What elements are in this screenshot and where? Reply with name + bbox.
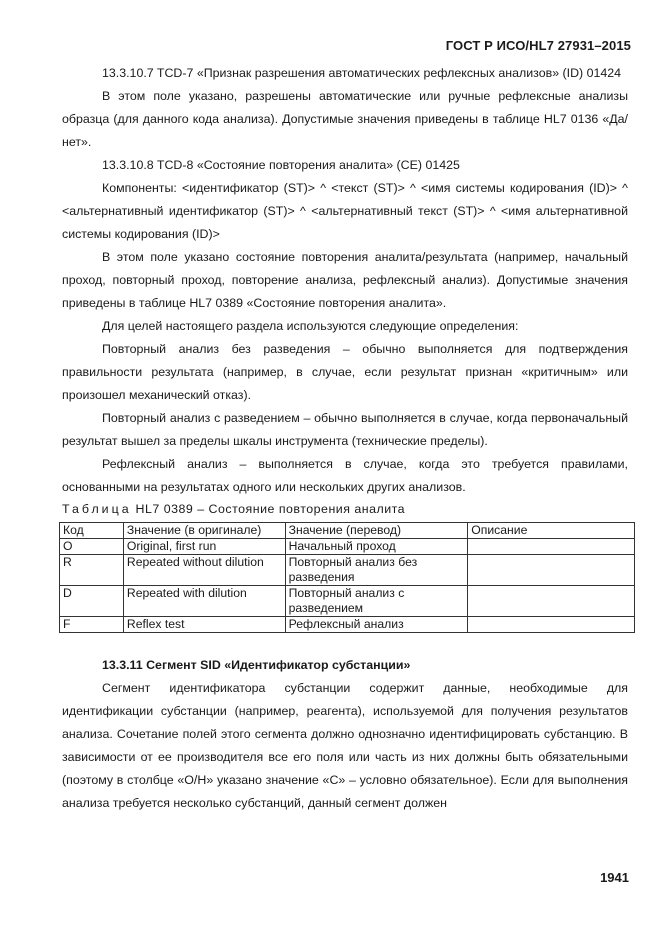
cell-description <box>468 539 635 555</box>
cell-description <box>468 586 635 617</box>
page-number: 1941 <box>600 870 629 885</box>
section-body: Сегмент идентификатора субстанции содержит данные, необходимые для идентификации субстанции (например, реагента), используемой для получения результатов анализа. Сочетание полей этого сегмента должно однозначно идентифицировать субстанцию. В зависимости от ее производителя все его поля или часть из них должны быть обязательными (поэтому в столбце «О/Н» указано значение «С» – условно обязательное). Если для выполнения анализа требуется несколько субстанций, данный сегмент должен <box>62 681 628 810</box>
paragraph-definition-reflex: Рефлексный анализ – выполняется в случае, когда это требуется правилами, основанными на результатах одного или нескольких других анализов. <box>62 457 628 494</box>
cell-original: Original, first run <box>123 539 285 555</box>
paragraph-tcd8-description: В этом поле указано состояние повторения аналита/результата (например, начальный проход, повторный проход, повторение анализа, рефлексный анализ). Допустимые значения приведены в таблице HL7 0389 «Состояние повторения аналита». <box>62 250 628 310</box>
cell-translation: Начальный проход <box>285 539 468 555</box>
cell-original: Repeated without dilution <box>123 555 285 586</box>
cell-original: Repeated with dilution <box>123 586 285 617</box>
table-caption-label: Таблица <box>62 502 132 516</box>
paragraph-definition-dilution: Повторный анализ с разведением – обычно выполняется в случае, когда первоначальный результат вышел за пределы шкалы инструмента (технические пределы). <box>62 411 628 448</box>
page-header: ГОСТ Р ИСО/HL7 27931–2015 <box>445 38 631 53</box>
cell-code: R <box>60 555 124 586</box>
table-row <box>60 617 635 633</box>
cell-translation: Рефлексный анализ <box>285 617 468 633</box>
table-header-row <box>60 523 635 539</box>
paragraph-tcd8-components: Компоненты: <идентификатор (ST)> ^ <текст (ST)> ^ <имя системы кодирования (ID)> ^ <альтернативный идентификатор (ST)> ^ <альтернативный текст (ST)> ^ <имя альтернативной системы кодирования (ID)> <box>62 181 628 241</box>
cell-description <box>468 617 635 633</box>
section-title: 13.3.11 Сегмент SID «Идентификатор субстанции» <box>102 658 411 672</box>
table-caption <box>62 499 628 520</box>
header-translation: Значение (перевод) <box>285 523 468 539</box>
table-row <box>60 539 635 555</box>
hl7-0389-table <box>59 522 635 633</box>
paragraph-tcd7-description: В этом поле указано, разрешены автоматические или ручные рефлексные анализы образца (для данного кода анализа). Допустимые значения приведены в таблице HL7 0136 «Да/нет». <box>62 89 628 149</box>
cell-code: O <box>60 539 124 555</box>
paragraph-definitions-intro: Для целей настоящего раздела используются следующие определения: <box>102 319 519 333</box>
field-heading-tcd7: 13.3.10.7 TCD-7 «Признак разрешения автоматических рефлексных анализов» (ID) 01424 <box>102 66 622 80</box>
cell-translation: Повторный анализ без разведения <box>285 555 468 586</box>
header-description: Описание <box>468 523 635 539</box>
header-original: Значение (в оригинале) <box>123 523 285 539</box>
cell-code: D <box>60 586 124 617</box>
cell-original: Reflex test <box>123 617 285 633</box>
cell-code: F <box>60 617 124 633</box>
cell-description <box>468 555 635 586</box>
table-row <box>60 586 635 617</box>
document-body <box>62 62 628 815</box>
field-heading-tcd8: 13.3.10.8 TCD-8 «Состояние повторения аналита» (CE) 01425 <box>102 158 460 172</box>
paragraph-definition-no-dilution: Повторный анализ без разведения – обычно выполняется для подтверждения правильности результата (например, в случае, если результат признан «критичным» или произошел механический отказ). <box>62 342 628 402</box>
header-code: Код <box>60 523 124 539</box>
table-caption-text: HL7 0389 – Состояние повторения аналита <box>135 502 406 516</box>
table-row <box>60 555 635 586</box>
cell-translation: Повторный анализ с разведением <box>285 586 468 617</box>
